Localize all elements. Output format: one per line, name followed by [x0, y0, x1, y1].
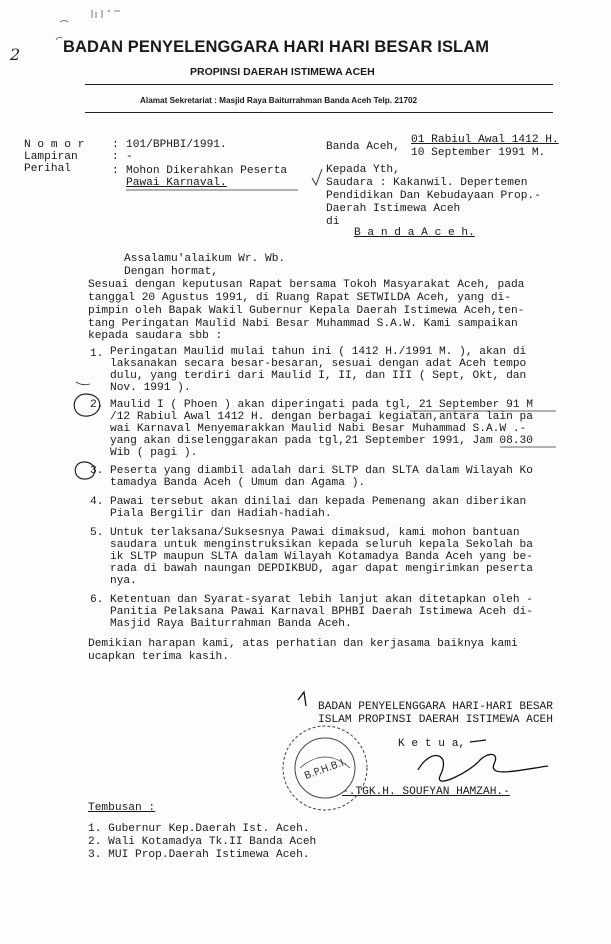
salam: Assalamu'alaikum Wr. Wb. [124, 253, 286, 265]
lampiran-colon: : [112, 151, 119, 163]
perihal-value-2: Pawai Karnaval. [126, 177, 227, 189]
nomor-value: 101/BPHBI/1991. [126, 139, 227, 151]
dengan-hormat: Dengan hormat, [124, 266, 218, 278]
signature-role: K e t u a, [398, 738, 466, 750]
handwritten-number: 2 [10, 45, 21, 64]
item-line: yang akan diselenggarakan pada tgl,21 September 1991, Jam 08.30 [110, 435, 533, 447]
item-line: Piala Bergilir dan Hadiah-hadiah. [110, 508, 332, 520]
item-line: Untuk terlaksana/Suksesnya Pawai dimaksud, kami mohon bantuan [110, 527, 520, 539]
item-number: 4. [90, 496, 104, 508]
date-hijri: 01 Rabiul Awal 1412 H. [411, 134, 559, 146]
signatory-name: -.TGK.H. SOUFYAN HAMZAH.- [342, 786, 510, 798]
item-line: Masjid Raya Baiturrahman Banda Aceh. [110, 618, 352, 630]
province-name: PROPINSI DAERAH ISTIMEWA ACEH [190, 66, 375, 78]
signature-org-line-1: BADAN PENYELENGGARA HARI-HARI BESAR [318, 701, 553, 713]
secretariat-address: Alamat Sekretariat : Masjid Raya Baiturrahman Banda Aceh Telp. 21702 [140, 96, 418, 105]
signature-org-line-2: ISLAM PROPINSI DAERAH ISTIMEWA ACEH [318, 714, 553, 726]
item-line: rada di bawah naungan DEPDIKBUD, agar dapat mengirimkan peserta [110, 563, 533, 575]
item-number: 2. [90, 399, 104, 411]
item-line: Ketentuan dan Syarat-syarat lebih lanjut akan ditetapkan oleh - [110, 594, 533, 606]
scan-speck-marks [56, 10, 120, 40]
perihal-value-1: Mohon Dikerahkan Peserta [126, 165, 288, 177]
nomor-colon: : [112, 139, 119, 151]
item-line: Panitia Pelaksana Pawai Karnaval BPHBI Daerah Istimewa Aceh di- [110, 606, 533, 618]
item-number: 6. [90, 594, 104, 606]
item-line: wai Karnaval Menyemarakkan Maulid Nabi Besar Muhammad S.A.W .- [110, 423, 527, 435]
tembusan-item: 1. Gubernur Kep.Daerah Ist. Aceh. [88, 823, 310, 835]
item-line: Peserta yang diambil adalah dari SLTP dan SLTA dalam Wilayah Ko [110, 465, 533, 477]
perihal-label: Perihal [24, 163, 71, 175]
item-line: ik SLTP maupun SLTA dalam Wilayah Kotamadya Banda Aceh yang be- [110, 551, 533, 563]
arrow-mark [76, 382, 90, 385]
item-line: Pawai tersebut akan dinilai dan kepada Pemenang akan diberikan [110, 496, 527, 508]
closing-line: ucapkan terima kasih. [88, 651, 229, 663]
item-line: nya. [110, 575, 137, 587]
lampiran-value: - [126, 151, 133, 163]
item-line: Wib ( pagi ). [110, 447, 198, 459]
organization-name: BADAN PENYELENGGARA HARI HARI BESAR ISLAM [63, 38, 490, 56]
letter-place: Banda Aceh, [326, 141, 400, 153]
tembusan-item: 3. MUI Prop.Daerah Istimewa Aceh. [88, 849, 310, 861]
circle-mark-item-3 [75, 462, 95, 479]
lampiran-label: Lampiran [24, 151, 78, 163]
item-number: 3. [90, 465, 104, 477]
recipient-line-3: Pendidikan Dan Kebudayaan Prop.- [326, 190, 541, 202]
intro-line: tang Peringatan Maulid Nabi Besar Muhammad S.A.W. Kami sampaikan [88, 318, 518, 330]
intro-line: tanggal 20 Agustus 1991, di Ruang Rapat SETWILDA Aceh, yang di- [88, 292, 511, 304]
stamp-label: B.P.H.B.I. [302, 756, 349, 783]
item-line: dulu, yang terdiri dari Maulid I, II, dan III ( Sept, Okt, dan [110, 370, 527, 382]
date-masehi: 10 September 1991 M. [411, 147, 546, 159]
intro-line: pimpin oleh Bapak Wakil Gubernur Kepala Daerah Istimewa Aceh,ten- [88, 305, 525, 317]
item-line: tamadya Banda Aceh ( Umum dan Agama ). [110, 477, 366, 489]
recipient-line-6: B a n d a A c e h. [354, 227, 475, 239]
closing-line: Demikian harapan kami, atas perhatian dan kerjasama baiknya kami [88, 638, 518, 650]
item-line: laksanakan secara besar-besaran, sesuai dengan adat Aceh tempo [110, 358, 527, 370]
item-line: Maulid I ( Phoen ) akan diperingati pada tgl, 21 September 91 M [110, 399, 533, 411]
tembusan-item: 2. Wali Kotamadya Tk.II Banda Aceh [88, 836, 317, 848]
recipient-line-2: Saudara : Kakanwil. Depertemen [326, 177, 528, 189]
item-line: Peringatan Maulid mulai tahun ini ( 1412 H./1991 M. ), akan di [110, 346, 527, 358]
circle-mark-item-2 [74, 394, 100, 416]
nomor-label: N o m o r [24, 139, 85, 151]
recipient-line-5: di [326, 216, 340, 228]
item-number: 1. [90, 348, 104, 360]
check-mark-icon [312, 169, 322, 185]
item-line: /12 Rabiul Awal 1412 H. dengan berbagai kegiatan,antara lain pa [110, 411, 533, 423]
tembusan-label: Tembusan : [88, 802, 156, 814]
item-number: 5. [90, 527, 104, 539]
intro-line: Sesuai dengan keputusan Rapat bersama Tokoh Masyarakat Aceh, pada [88, 279, 525, 291]
intro-line: kepada saudara sbb : [88, 330, 223, 342]
recipient-line-4: Daerah Istimewa Aceh [326, 203, 461, 215]
item-line: Nov. 1991 ). [110, 382, 191, 394]
perihal-colon: : [112, 165, 119, 177]
recipient-line-1: Kepada Yth, [326, 164, 400, 176]
item-line: saudara untuk menginstruksikan kepada seluruh kepala Sekolah ba [110, 539, 533, 551]
